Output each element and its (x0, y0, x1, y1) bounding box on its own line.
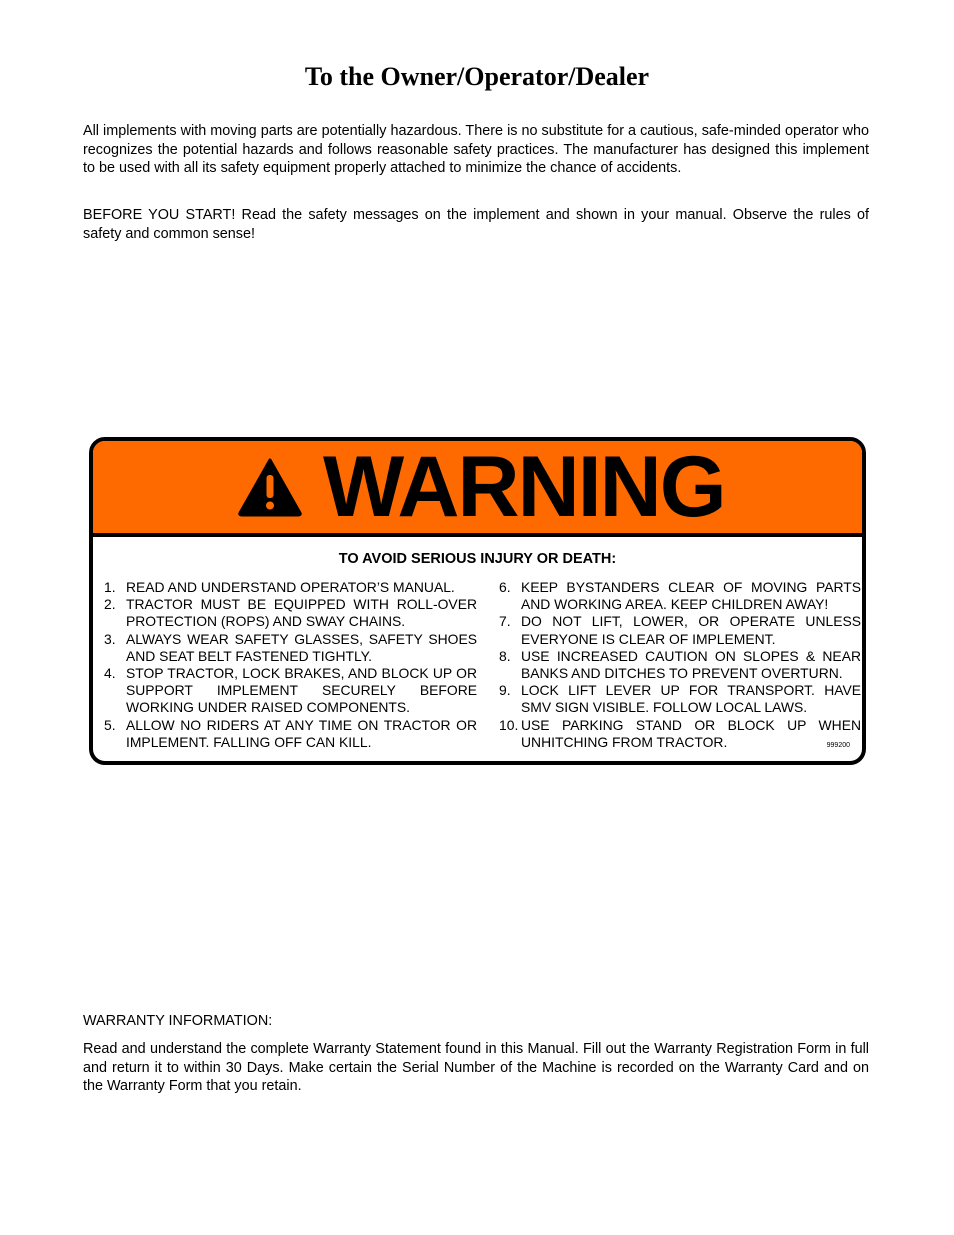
warning-item (104, 596, 477, 630)
intro-paragraph: All implements with moving parts are potentially hazardous. There is no substitute for a cautious, safe-minded operator who recognizes the potential hazards and follows reasonable safety practices. The manufacturer has designed this implement to be used with all its safety equipment properly attached to minimize the chance of accidents. (83, 123, 869, 176)
warning-item-number: 3. (104, 630, 116, 647)
warning-item-text: ALWAYS WEAR SAFETY GLASSES, SAFETY SHOES AND SEAT BELT FASTENED TIGHTLY. (126, 630, 477, 664)
warning-item (499, 579, 861, 613)
warning-item-text: READ AND UNDERSTAND OPERATOR’S MANUAL. (126, 579, 455, 595)
warning-item (499, 717, 861, 751)
warning-item (104, 579, 477, 596)
warning-item-text: DO NOT LIFT, LOWER, OR OPERATE UNLESS EVERYONE IS CLEAR OF IMPLEMENT. (521, 613, 861, 647)
warning-item-number: 8. (499, 647, 511, 664)
warning-item-text: TRACTOR MUST BE EQUIPPED WITH ROLL-OVER PROTECTION (ROPS) AND SWAY CHAINS. (126, 596, 477, 630)
warning-item-text: USE INCREASED CAUTION ON SLOPES & NEAR BANKS AND DITCHES TO PREVENT OVERTURN. (521, 647, 861, 682)
warning-item-number: 4. (104, 665, 116, 682)
warning-item-text: USE PARKING STAND OR BLOCK UP WHEN UNHITCHING FROM TRACTOR. (521, 716, 861, 750)
warning-header (93, 441, 862, 537)
warning-item-number: 2. (104, 596, 116, 613)
warning-item (499, 648, 861, 682)
warning-heading: WARNING (323, 439, 725, 535)
warning-triangle-icon (237, 457, 303, 517)
warning-item-number: 7. (499, 613, 511, 630)
warning-item-number: 10. (499, 716, 519, 733)
page-title: To the Owner/Operator/Dealer (304, 62, 650, 91)
warning-item (499, 613, 861, 647)
warning-item-text: KEEP BYSTANDERS CLEAR OF MOVING PARTS AND WORKING AREA. KEEP CHILDREN AWAY! (521, 579, 861, 613)
warning-list-left (104, 579, 477, 751)
warning-item-number: 1. (104, 579, 116, 595)
warning-list-right (499, 579, 861, 751)
warning-item-text: ALLOW NO RIDERS AT ANY TIME ON TRACTOR OR IMPLEMENT. FALLING OFF CAN KILL. (126, 716, 477, 750)
warning-item (104, 665, 477, 717)
warning-item-number: 5. (104, 716, 116, 733)
warning-item-number: 9. (499, 682, 511, 699)
decal-part-number: 999200 (826, 742, 850, 749)
warning-item (104, 631, 477, 665)
warranty-heading: WARRANTY INFORMATION: (83, 1013, 273, 1029)
warning-item-text: STOP TRACTOR, LOCK BRAKES, AND BLOCK UP OR SUPPORT IMPLEMENT SECURELY BEFORE WORKING UNDER RAISED COMPONENTS. (126, 665, 477, 716)
warning-decal (89, 437, 866, 765)
before-you-start-paragraph: BEFORE YOU START! Read the safety messages on the implement and shown in your manual. Observe the rules of safety and common sense! (83, 207, 869, 242)
warning-item-text: LOCK LIFT LEVER UP FOR TRANSPORT. HAVE SMV SIGN VISIBLE. FOLLOW LOCAL LAWS. (521, 682, 861, 716)
warning-item (104, 717, 477, 751)
warning-item (499, 682, 861, 716)
warranty-paragraph: Read and understand the complete Warranty Statement found in this Manual. Fill out the Warranty Registration Form in full and return it to within 30 Days. Make certain the Serial Number of the Machine is recorded on the Warranty Card and on the Warranty Form that you retain. (83, 1041, 869, 1094)
warning-item-number: 6. (499, 579, 511, 595)
warning-subtitle: TO AVOID SERIOUS INJURY OR DEATH: (338, 551, 617, 567)
